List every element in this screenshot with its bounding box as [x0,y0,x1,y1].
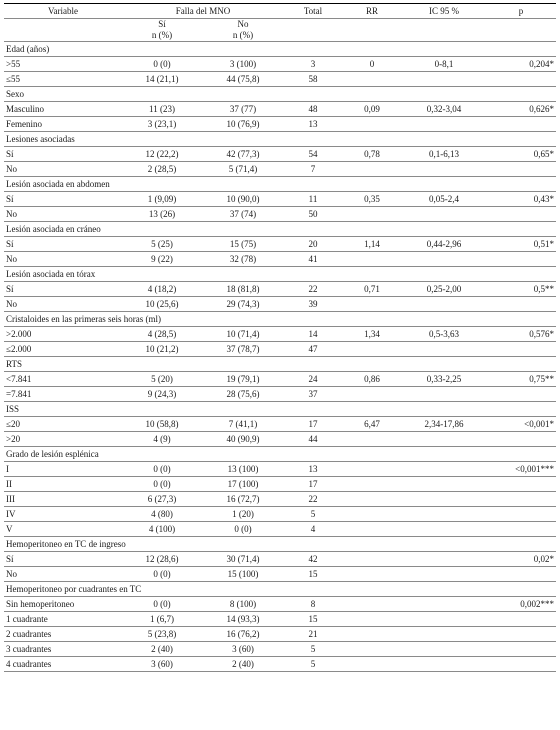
cell-no: 0 (0) [202,522,284,537]
cell-label: Sí [4,147,122,162]
cell-label: 4 cuadrantes [4,657,122,672]
header-sub-empty [4,19,122,42]
cell-p [486,342,556,357]
cell-si: 4 (80) [122,507,202,522]
section-title-cell [4,87,556,102]
cell-rr [342,627,402,642]
cell-ic95 [402,462,486,477]
cell-no: 16 (72,7) [202,492,284,507]
table-row [4,57,556,72]
cell-ic95 [402,477,486,492]
cell-p: 0,75** [486,372,556,387]
table-body [4,42,556,672]
cell-p: 0,576* [486,327,556,342]
cell-label: >20 [4,432,122,447]
cell-si: 2 (40) [122,642,202,657]
cell-ic95 [402,207,486,222]
cell-label: No [4,567,122,582]
cell-rr: 1,14 [342,237,402,252]
header-variable: Variable [4,4,122,19]
cell-label: ≤2.000 [4,342,122,357]
cell-ic95 [402,117,486,132]
cell-total: 15 [284,567,342,582]
table-row [4,477,556,492]
cell-p [486,72,556,87]
section-title: Edad (años) [6,43,50,54]
cell-si: 10 (25,6) [122,297,202,312]
cell-no: 14 (93,3) [202,612,284,627]
cell-rr [342,462,402,477]
cell-si: 5 (23,8) [122,627,202,642]
cell-label: IV [4,507,122,522]
cell-total: 54 [284,147,342,162]
table-row [4,462,556,477]
section-title-cell [4,42,556,57]
cell-no: 19 (79,1) [202,372,284,387]
cell-no: 17 (100) [202,477,284,492]
cell-rr [342,522,402,537]
cell-label: V [4,522,122,537]
cell-si: 12 (28,6) [122,552,202,567]
table-row [4,552,556,567]
cell-rr [342,567,402,582]
table-row [4,252,556,267]
table-row [4,372,556,387]
cell-label: No [4,252,122,267]
section-title-cell [4,177,556,192]
header-no [202,19,284,42]
cell-si: 3 (23,1) [122,117,202,132]
cell-total: 48 [284,102,342,117]
results-table [4,3,556,672]
section-header-row [4,537,556,552]
cell-no: 13 (100) [202,462,284,477]
cell-si: 0 (0) [122,477,202,492]
cell-p: 0,43* [486,192,556,207]
cell-no: 2 (40) [202,657,284,672]
cell-total: 7 [284,162,342,177]
table-row [4,117,556,132]
cell-label: ≤20 [4,417,122,432]
cell-total: 14 [284,327,342,342]
cell-si: 0 (0) [122,57,202,72]
section-title: Cristaloides en las primeras seis horas (ml) [6,313,161,324]
cell-p [486,507,556,522]
section-header-row [4,582,556,597]
cell-total: 37 [284,387,342,402]
cell-label: Sí [4,237,122,252]
cell-si: 14 (21,1) [122,72,202,87]
cell-no: 44 (75,8) [202,72,284,87]
table-row [4,162,556,177]
cell-no: 10 (76,9) [202,117,284,132]
cell-rr [342,642,402,657]
cell-total: 58 [284,72,342,87]
cell-ic95 [402,597,486,612]
cell-ic95: 0,25-2,00 [402,282,486,297]
cell-label: Femenino [4,117,122,132]
table-row [4,282,556,297]
cell-ic95 [402,627,486,642]
cell-ic95: 0,44-2,96 [402,237,486,252]
table-row [4,72,556,87]
cell-no: 15 (100) [202,567,284,582]
cell-total: 5 [284,642,342,657]
table-row [4,387,556,402]
cell-ic95 [402,492,486,507]
header-row-main [4,4,556,19]
section-header-row [4,132,556,147]
cell-no: 5 (71,4) [202,162,284,177]
header-falla-mno: Falla del MNO [122,4,284,19]
table-row [4,597,556,612]
header-p: p [486,4,556,19]
table-row [4,657,556,672]
cell-total: 17 [284,477,342,492]
cell-si: 1 (9,09) [122,192,202,207]
header-row-sub [4,19,556,42]
cell-ic95 [402,507,486,522]
cell-no: 15 (75) [202,237,284,252]
cell-total: 47 [284,342,342,357]
cell-si: 11 (23) [122,102,202,117]
cell-label: ≤55 [4,72,122,87]
cell-label: >55 [4,57,122,72]
section-title: Hemoperitoneo en TC de ingreso [6,538,126,549]
cell-label: Sin hemoperitoneo [4,597,122,612]
section-title-cell [4,312,556,327]
header-si-npct: n (%) [151,30,173,40]
cell-total: 24 [284,372,342,387]
cell-total: 4 [284,522,342,537]
cell-total: 11 [284,192,342,207]
cell-label: III [4,492,122,507]
table-row [4,147,556,162]
cell-p [486,612,556,627]
cell-label: I [4,462,122,477]
cell-label: Sí [4,552,122,567]
cell-ic95 [402,657,486,672]
cell-label: =7.841 [4,387,122,402]
cell-rr [342,477,402,492]
cell-p: 0,204* [486,57,556,72]
header-sub-empty [342,19,402,42]
cell-si: 9 (24,3) [122,387,202,402]
cell-p: 0,002*** [486,597,556,612]
table-header [4,4,556,42]
cell-si: 6 (27,3) [122,492,202,507]
cell-p [486,657,556,672]
cell-ic95 [402,612,486,627]
section-title-cell [4,537,556,552]
cell-total: 50 [284,207,342,222]
section-title-cell [4,447,556,462]
cell-label: 2 cuadrantes [4,627,122,642]
cell-no: 10 (71,4) [202,327,284,342]
cell-total: 17 [284,417,342,432]
cell-no: 3 (60) [202,642,284,657]
cell-label: No [4,162,122,177]
cell-si: 10 (21,2) [122,342,202,357]
header-si-label: Sí [158,19,166,29]
cell-rr: 6,47 [342,417,402,432]
cell-label: 1 cuadrante [4,612,122,627]
cell-ic95: 0,1-6,13 [402,147,486,162]
cell-rr [342,432,402,447]
cell-label: <7.841 [4,372,122,387]
section-header-row [4,357,556,372]
header-sub-empty [284,19,342,42]
section-title: Lesiones asociadas [6,133,75,144]
cell-total: 20 [284,237,342,252]
cell-total: 13 [284,117,342,132]
cell-total: 5 [284,507,342,522]
cell-no: 1 (20) [202,507,284,522]
cell-p [486,207,556,222]
table-row [4,417,556,432]
cell-ic95 [402,522,486,537]
cell-si: 9 (22) [122,252,202,267]
cell-total: 8 [284,597,342,612]
header-rr: RR [342,4,402,19]
header-total: Total [284,4,342,19]
cell-rr [342,72,402,87]
cell-rr [342,162,402,177]
cell-ic95 [402,387,486,402]
header-sub-empty [402,19,486,42]
cell-ic95 [402,72,486,87]
section-title: Lesión asociada en tórax [6,268,96,279]
cell-si: 12 (22,2) [122,147,202,162]
cell-no: 8 (100) [202,597,284,612]
cell-rr: 0,35 [342,192,402,207]
cell-total: 15 [284,612,342,627]
cell-total: 13 [284,462,342,477]
cell-si: 13 (26) [122,207,202,222]
table-row [4,432,556,447]
cell-p [486,162,556,177]
section-title-cell [4,582,556,597]
cell-rr [342,207,402,222]
header-ic95: IC 95 % [402,4,486,19]
cell-no: 3 (100) [202,57,284,72]
cell-p [486,522,556,537]
cell-rr: 0,09 [342,102,402,117]
table-row [4,207,556,222]
cell-ic95: 0,33-2,25 [402,372,486,387]
cell-no: 29 (74,3) [202,297,284,312]
table-row [4,297,556,312]
section-title: Grado de lesión esplénica [6,448,99,459]
cell-label: >2.000 [4,327,122,342]
header-sub-empty [486,19,556,42]
table-row [4,102,556,117]
cell-rr [342,117,402,132]
cell-ic95 [402,432,486,447]
cell-rr [342,387,402,402]
cell-total: 21 [284,627,342,642]
cell-p: 0,02* [486,552,556,567]
section-title: RTS [6,358,22,369]
section-title: Lesión asociada en abdomen [6,178,110,189]
cell-ic95 [402,567,486,582]
cell-label: Sí [4,282,122,297]
table-row [4,642,556,657]
cell-rr [342,657,402,672]
cell-rr [342,612,402,627]
cell-no: 16 (76,2) [202,627,284,642]
cell-rr [342,492,402,507]
section-title: ISS [6,403,20,414]
cell-si: 4 (28,5) [122,327,202,342]
table-row [4,522,556,537]
cell-no: 37 (77) [202,102,284,117]
cell-p: 0,65* [486,147,556,162]
cell-rr [342,597,402,612]
cell-no: 7 (41,1) [202,417,284,432]
header-no-npct: n (%) [232,30,254,40]
table-row [4,567,556,582]
cell-p [486,642,556,657]
section-header-row [4,42,556,57]
section-header-row [4,222,556,237]
cell-total: 22 [284,282,342,297]
cell-ic95 [402,642,486,657]
header-si [122,19,202,42]
cell-ic95: 0,05-2,4 [402,192,486,207]
section-header-row [4,402,556,417]
cell-no: 37 (78,7) [202,342,284,357]
section-header-row [4,447,556,462]
cell-p: 0,626* [486,102,556,117]
cell-total: 44 [284,432,342,447]
cell-p [486,117,556,132]
cell-no: 10 (90,0) [202,192,284,207]
cell-si: 3 (60) [122,657,202,672]
cell-rr: 1,34 [342,327,402,342]
cell-rr: 0 [342,57,402,72]
cell-label: No [4,207,122,222]
cell-ic95 [402,342,486,357]
cell-p [486,252,556,267]
table-row [4,507,556,522]
cell-rr [342,507,402,522]
table-row [4,327,556,342]
cell-ic95 [402,297,486,312]
cell-p [486,477,556,492]
cell-si: 10 (58,8) [122,417,202,432]
section-title-cell [4,132,556,147]
section-header-row [4,87,556,102]
cell-label: No [4,297,122,312]
section-title-cell [4,222,556,237]
cell-rr [342,297,402,312]
cell-no: 30 (71,4) [202,552,284,567]
section-header-row [4,312,556,327]
cell-si: 4 (18,2) [122,282,202,297]
section-title: Lesión asociada en cráneo [6,223,101,234]
table-row [4,612,556,627]
cell-ic95 [402,162,486,177]
cell-rr [342,252,402,267]
section-title-cell [4,357,556,372]
cell-si: 0 (0) [122,597,202,612]
cell-rr [342,552,402,567]
cell-ic95: 0,5-3,63 [402,327,486,342]
section-header-row [4,267,556,282]
cell-no: 42 (77,3) [202,147,284,162]
cell-rr: 0,71 [342,282,402,297]
cell-p: 0,51* [486,237,556,252]
table-row [4,237,556,252]
cell-ic95: 2,34-17,86 [402,417,486,432]
cell-p: 0,5** [486,282,556,297]
cell-p: <0,001*** [486,462,556,477]
cell-si: 0 (0) [122,462,202,477]
cell-p [486,567,556,582]
cell-si: 5 (20) [122,372,202,387]
cell-total: 41 [284,252,342,267]
header-no-label: No [237,19,249,29]
cell-si: 2 (28,5) [122,162,202,177]
cell-ic95 [402,252,486,267]
cell-si: 0 (0) [122,567,202,582]
section-header-row [4,177,556,192]
section-title-cell [4,267,556,282]
table-row [4,627,556,642]
section-title-cell [4,402,556,417]
cell-no: 18 (81,8) [202,282,284,297]
cell-rr [342,342,402,357]
cell-no: 37 (74) [202,207,284,222]
cell-p [486,432,556,447]
cell-label: II [4,477,122,492]
cell-si: 1 (6,7) [122,612,202,627]
section-title: Sexo [6,88,24,99]
cell-ic95: 0-8,1 [402,57,486,72]
cell-rr: 0,86 [342,372,402,387]
cell-p [486,297,556,312]
cell-si: 4 (100) [122,522,202,537]
table-row [4,192,556,207]
cell-p [486,492,556,507]
cell-no: 28 (75,6) [202,387,284,402]
cell-no: 32 (78) [202,252,284,267]
cell-total: 39 [284,297,342,312]
table-row [4,492,556,507]
section-title: Hemoperitoneo por cuadrantes en TC [6,583,142,594]
cell-si: 5 (25) [122,237,202,252]
cell-total: 22 [284,492,342,507]
cell-label: 3 cuadrantes [4,642,122,657]
cell-total: 3 [284,57,342,72]
cell-total: 42 [284,552,342,567]
cell-p: <0,001* [486,417,556,432]
cell-p [486,627,556,642]
cell-ic95 [402,552,486,567]
cell-label: Masculino [4,102,122,117]
cell-si: 4 (9) [122,432,202,447]
cell-p [486,387,556,402]
cell-label: Sí [4,192,122,207]
cell-rr: 0,78 [342,147,402,162]
cell-no: 40 (90,9) [202,432,284,447]
table-row [4,342,556,357]
cell-total: 5 [284,657,342,672]
cell-ic95: 0,32-3,04 [402,102,486,117]
